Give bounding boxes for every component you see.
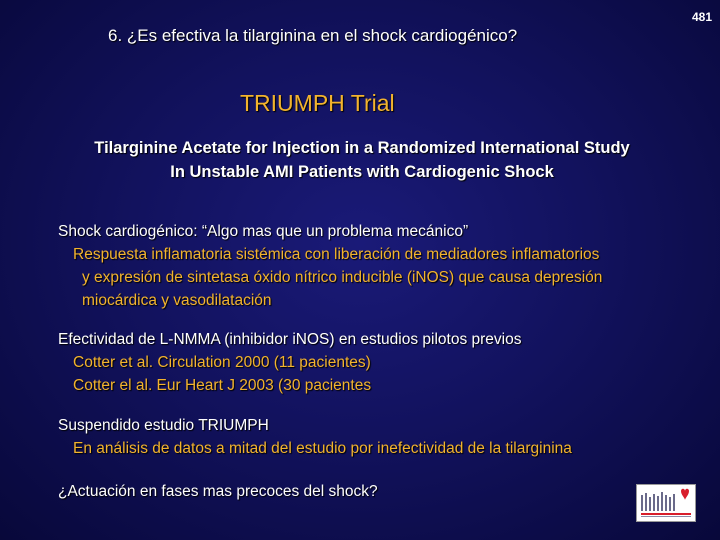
section-line: En análisis de datos a mitad del estudio por inefectividad de la tilarginina [73, 440, 572, 457]
section-line: Respuesta inflamatoria sistémica con liberación de mediadores inflamatorios [73, 246, 600, 263]
slide-number: 481 [691, 10, 712, 24]
section-triumph-suspended [58, 414, 572, 460]
section-line: miocárdica y vasodilatación [82, 292, 272, 309]
logo-graphic [637, 485, 695, 521]
trial-title: TRIUMPH Trial [240, 90, 395, 116]
section-shock-inflammation [58, 220, 602, 312]
subtitle-line-2: In Unstable AMI Patients with Cardiogenic Shock [170, 163, 554, 181]
section-heading: Shock cardiogénico: “Algo mas que un problema mecánico” [58, 223, 469, 240]
section-heading: Suspendido estudio TRIUMPH [58, 417, 269, 434]
section-heading: Efectividad de L-NMMA (inhibidor iNOS) en estudios pilotos previos [58, 331, 522, 348]
society-logo-icon [636, 484, 696, 522]
section-line: Cotter et al. Circulation 2000 (11 pacientes) [73, 354, 371, 371]
subtitle-line-1: Tilarginine Acetate for Injection in a Randomized International Study [94, 139, 630, 157]
trial-subtitle [0, 136, 720, 184]
section-line: Cotter el al. Eur Heart J 2003 (30 pacientes [73, 377, 372, 394]
section-line: y expresión de sintetasa óxido nítrico inducible (iNOS) que causa depresión [82, 269, 603, 286]
section-early-phase-question [58, 480, 378, 503]
section-lnmma-studies [58, 328, 522, 397]
question-heading: 6. ¿Es efectiva la tilarginina en el shock cardiogénico? [108, 26, 518, 45]
section-heading: ¿Actuación en fases mas precoces del shock? [58, 483, 378, 500]
